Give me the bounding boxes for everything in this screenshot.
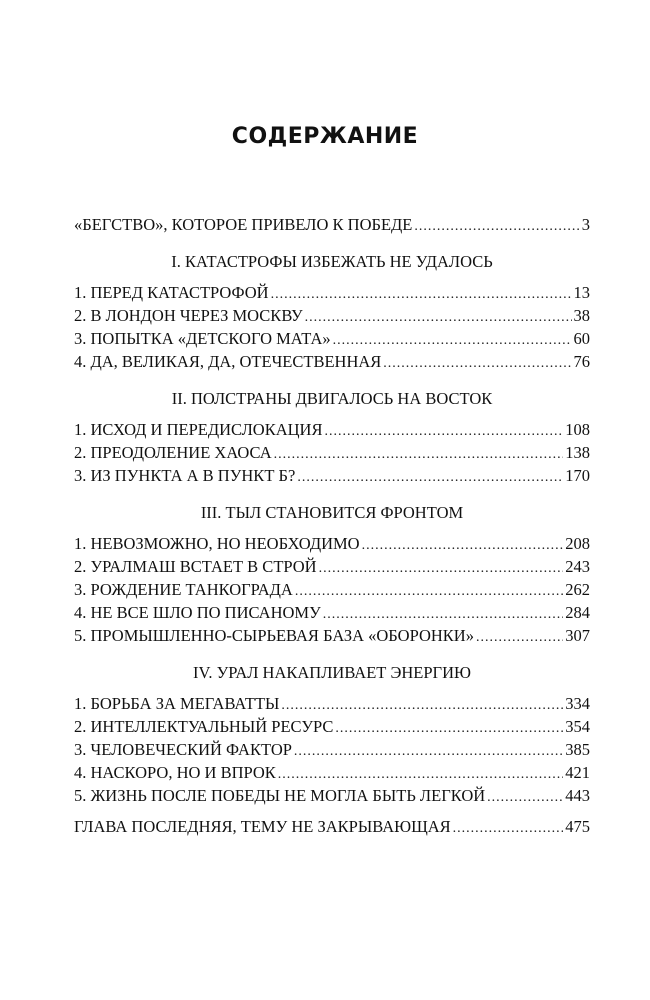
part-heading-2: II. ПОЛСТРАНЫ ДВИГАЛОСЬ НА ВОСТОК	[171, 389, 493, 408]
dot-leader	[281, 694, 563, 717]
toc-entry[interactable]	[74, 350, 590, 373]
dot-leader	[295, 580, 563, 603]
dot-leader	[362, 534, 564, 557]
part-heading-4: IV. УРАЛ НАКАПЛИВАЕТ ЭНЕРГИЮ	[193, 663, 471, 682]
toc-entry-page: 38	[573, 306, 590, 325]
toc-entry[interactable]	[74, 441, 590, 464]
dot-leader	[305, 306, 572, 329]
toc-entry-page: 76	[573, 352, 590, 371]
toc-entry-page: 284	[565, 603, 590, 622]
part-heading-1: I. КАТАСТРОФЫ ИЗБЕЖАТЬ НЕ УДАЛОСЬ	[171, 252, 493, 271]
toc-entry-page: 60	[573, 329, 590, 348]
toc-entry-page: 334	[565, 694, 590, 713]
dot-leader	[383, 352, 571, 375]
dot-leader	[324, 420, 563, 443]
toc-entry[interactable]	[74, 464, 590, 487]
toc-entry-page: 3	[581, 215, 590, 234]
dot-leader	[323, 603, 563, 626]
toc-entry-label: ГЛАВА ПОСЛЕДНЯЯ, ТЕМУ НЕ ЗАКРЫВАЮЩАЯ	[74, 817, 451, 836]
toc-entry-page: 170	[565, 466, 590, 485]
toc-entry-label: 3. РОЖДЕНИЕ ТАНКОГРАДА	[74, 580, 293, 599]
toc-entry-label: 4. НАСКОРО, НО И ВПРОК	[74, 763, 276, 782]
toc-entry-page: 243	[565, 557, 590, 576]
toc-entry[interactable]	[74, 578, 590, 601]
toc-entry-page: 443	[565, 786, 590, 805]
toc-entry-page: 421	[565, 763, 590, 782]
dot-leader	[333, 329, 572, 352]
dot-leader	[271, 283, 572, 306]
toc-entry-page: 354	[565, 717, 590, 736]
toc-entry-page: 262	[565, 580, 590, 599]
dot-leader	[487, 786, 563, 809]
toc-entry-page: 13	[573, 283, 590, 302]
toc-entry-label: 2. УРАЛМАШ ВСТАЕТ В СТРОЙ	[74, 557, 317, 576]
toc-entry-label: 3. ПОПЫТКА «ДЕТСКОГО МАТА»	[74, 329, 331, 348]
toc-entry-page: 307	[565, 626, 590, 645]
toc-entry[interactable]	[74, 761, 590, 784]
toc-entry-label: 4. ДА, ВЕЛИКАЯ, ДА, ОТЕЧЕСТВЕННАЯ	[74, 352, 382, 371]
dot-leader	[319, 557, 564, 580]
toc-entry-label: 1. ИСХОД И ПЕРЕДИСЛОКАЦИЯ	[74, 420, 323, 439]
toc-entry[interactable]	[74, 304, 590, 327]
toc-entry-label: 1. ПЕРЕД КАТАСТРОФОЙ	[74, 283, 269, 302]
toc-entry[interactable]	[74, 715, 590, 738]
toc-entry-label: «БЕГСТВО», КОТОРОЕ ПРИВЕЛО К ПОБЕДЕ	[74, 215, 413, 234]
toc-entry[interactable]	[74, 784, 590, 807]
toc-entry-label: 2. ИНТЕЛЛЕКТУАЛЬНЫЙ РЕСУРС	[74, 717, 334, 736]
toc-entry-label: 1. НЕВОЗМОЖНО, НО НЕОБХОДИМО	[74, 534, 360, 553]
dot-leader	[453, 817, 564, 840]
toc-entry[interactable]	[74, 624, 590, 647]
toc-entry[interactable]	[74, 738, 590, 761]
toc-entry-label: 5. ПРОМЫШЛЕННО-СЫРЬЕВАЯ БАЗА «ОБОРОНКИ»	[74, 626, 474, 645]
dot-leader	[294, 740, 563, 763]
toc-entry-page: 208	[565, 534, 590, 553]
dot-leader	[274, 443, 564, 466]
toc-entry[interactable]	[74, 692, 590, 715]
toc-entry[interactable]	[74, 601, 590, 624]
toc-entry-label: 1. БОРЬБА ЗА МЕГАВАТТЫ	[74, 694, 280, 713]
dot-leader	[476, 626, 563, 649]
dot-leader	[335, 717, 563, 740]
dot-leader	[278, 763, 563, 786]
toc-entry[interactable]	[74, 555, 590, 578]
toc-entry-intro[interactable]	[74, 213, 590, 236]
toc-entry-label: 2. В ЛОНДОН ЧЕРЕЗ МОСКВУ	[74, 306, 303, 325]
dot-leader	[297, 466, 563, 489]
toc-entry[interactable]	[74, 532, 590, 555]
toc-entry-page: 385	[565, 740, 590, 759]
toc-entry-label: 3. ИЗ ПУНКТА А В ПУНКТ Б?	[74, 466, 296, 485]
table-of-contents	[74, 213, 590, 838]
toc-entry-page: 475	[565, 817, 590, 836]
toc-entry-final[interactable]	[74, 815, 590, 838]
part-heading-3: III. ТЫЛ СТАНОВИТСЯ ФРОНТОМ	[200, 503, 464, 522]
toc-entry[interactable]	[74, 281, 590, 304]
toc-entry-page: 108	[565, 420, 590, 439]
toc-entry-label: 2. ПРЕОДОЛЕНИЕ ХАОСА	[74, 443, 272, 462]
toc-entry[interactable]	[74, 327, 590, 350]
toc-entry-label: 4. НЕ ВСЕ ШЛО ПО ПИСАНОМУ	[74, 603, 321, 622]
toc-entry[interactable]	[74, 418, 590, 441]
toc-entry-label: 3. ЧЕЛОВЕЧЕСКИЙ ФАКТОР	[74, 740, 292, 759]
toc-entry-page: 138	[565, 443, 590, 462]
toc-entry-label: 5. ЖИЗНЬ ПОСЛЕ ПОБЕДЫ НЕ МОГЛА БЫТЬ ЛЕГКОЙ	[74, 786, 486, 805]
page-title: СОДЕРЖАНИЕ	[231, 124, 419, 149]
dot-leader	[414, 215, 579, 238]
